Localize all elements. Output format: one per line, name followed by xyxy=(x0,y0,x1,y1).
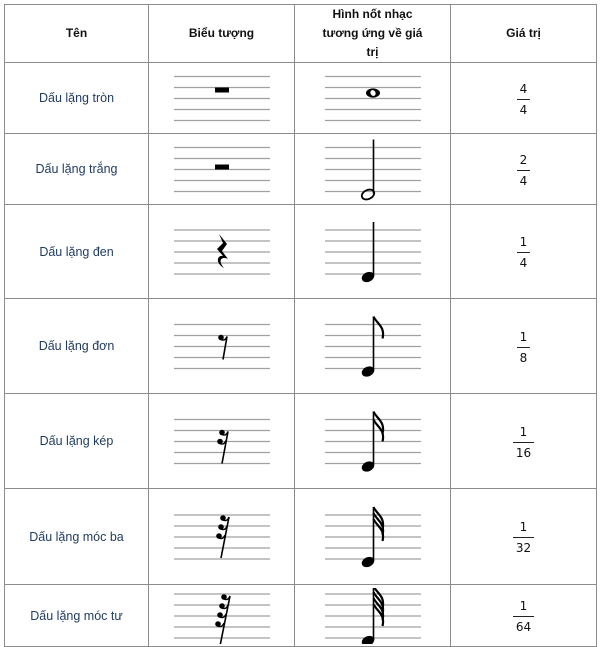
rest-glyph xyxy=(215,164,229,169)
fraction-denominator: 64 xyxy=(515,620,532,634)
eighth-note-icon xyxy=(325,302,421,391)
note-flag xyxy=(373,519,383,541)
rest-stem xyxy=(220,596,230,644)
value-cell xyxy=(451,394,597,489)
note-symbol-cell xyxy=(295,134,451,205)
fraction-numerator: 1 xyxy=(519,329,528,344)
note-symbol-cell xyxy=(295,585,451,647)
sixteenth-note-icon xyxy=(325,397,421,486)
rest-symbol-cell xyxy=(149,134,295,205)
header-row xyxy=(5,5,597,63)
note-symbol-cell xyxy=(295,63,451,134)
rest-name: Dấu lặng đen xyxy=(5,205,149,299)
rest-name: Dấu lặng đơn xyxy=(5,299,149,394)
half-rest-icon xyxy=(174,137,270,202)
rest-name: Dấu lặng móc tư xyxy=(5,585,149,647)
value-fraction xyxy=(513,520,534,555)
value-cell xyxy=(451,63,597,134)
value-cell xyxy=(451,489,597,585)
fraction-denominator: 4 xyxy=(519,102,528,117)
quarter-note-icon xyxy=(325,208,421,296)
fraction-numerator: 2 xyxy=(519,152,528,167)
fraction-denominator: 4 xyxy=(519,173,528,188)
table-row xyxy=(5,489,597,585)
fraction-denominator: 32 xyxy=(515,541,532,555)
table-row xyxy=(5,205,597,299)
rest-symbol-cell xyxy=(149,394,295,489)
rest-symbol-cell xyxy=(149,63,295,134)
rest-name: Dấu lặng kép xyxy=(5,394,149,489)
value-fraction xyxy=(517,82,531,117)
rest-symbol-cell xyxy=(149,585,295,647)
note-symbol-cell xyxy=(295,299,451,394)
table-row xyxy=(5,394,597,489)
fraction-numerator: 1 xyxy=(519,599,528,613)
table-row xyxy=(5,299,597,394)
thirty-second-rest-icon xyxy=(174,492,270,582)
fraction-numerator: 1 xyxy=(519,424,528,439)
rest-stem xyxy=(222,431,228,463)
sixty-fourth-note-icon xyxy=(325,588,421,644)
note-symbol-cell xyxy=(295,394,451,489)
value-fraction xyxy=(513,599,534,634)
thirty-second-note-icon xyxy=(325,492,421,582)
sixteenth-rest-icon xyxy=(174,397,270,486)
value-fraction xyxy=(517,153,531,188)
value-fraction xyxy=(513,425,534,460)
value-fraction xyxy=(517,235,531,270)
note-head xyxy=(366,88,380,97)
value-cell xyxy=(451,205,597,299)
header-symbol: Biểu tượng xyxy=(149,5,295,63)
rest-name: Dấu lặng trắng xyxy=(5,134,149,205)
table-row xyxy=(5,134,597,205)
fraction-denominator: 16 xyxy=(515,445,532,460)
eighth-rest-icon xyxy=(174,302,270,391)
rest-symbol-cell xyxy=(149,489,295,585)
rest-name: Dấu lặng móc ba xyxy=(5,489,149,585)
value-cell xyxy=(451,134,597,205)
fraction-numerator: 1 xyxy=(519,235,528,249)
fraction-denominator: 4 xyxy=(519,256,528,270)
table-row xyxy=(5,63,597,134)
header-name: Tên xyxy=(5,5,149,63)
rest-symbol-cell xyxy=(149,299,295,394)
value-cell xyxy=(451,585,597,647)
fraction-numerator: 4 xyxy=(519,81,528,96)
header-value: Giá trị xyxy=(451,5,597,63)
rest-symbol-cell xyxy=(149,205,295,299)
note-symbol-cell xyxy=(295,205,451,299)
rest-glyph xyxy=(215,87,229,92)
half-note-icon xyxy=(325,137,421,202)
rest-values-table xyxy=(4,4,597,647)
sixty-fourth-rest-icon xyxy=(174,588,270,644)
note-symbol-cell xyxy=(295,489,451,585)
header-note xyxy=(295,5,451,63)
value-fraction xyxy=(517,330,531,365)
quarter-rest-icon xyxy=(174,208,270,296)
header-note-text: Hình nốt nhạc tương ứng về giá trị xyxy=(322,7,423,59)
fraction-denominator: 8 xyxy=(519,350,528,365)
fraction-numerator: 1 xyxy=(519,520,528,534)
rest-name: Dấu lặng tròn xyxy=(5,63,149,134)
value-cell xyxy=(451,299,597,394)
whole-rest-icon xyxy=(174,66,270,131)
whole-note-icon xyxy=(325,66,421,131)
table-row xyxy=(5,585,597,647)
